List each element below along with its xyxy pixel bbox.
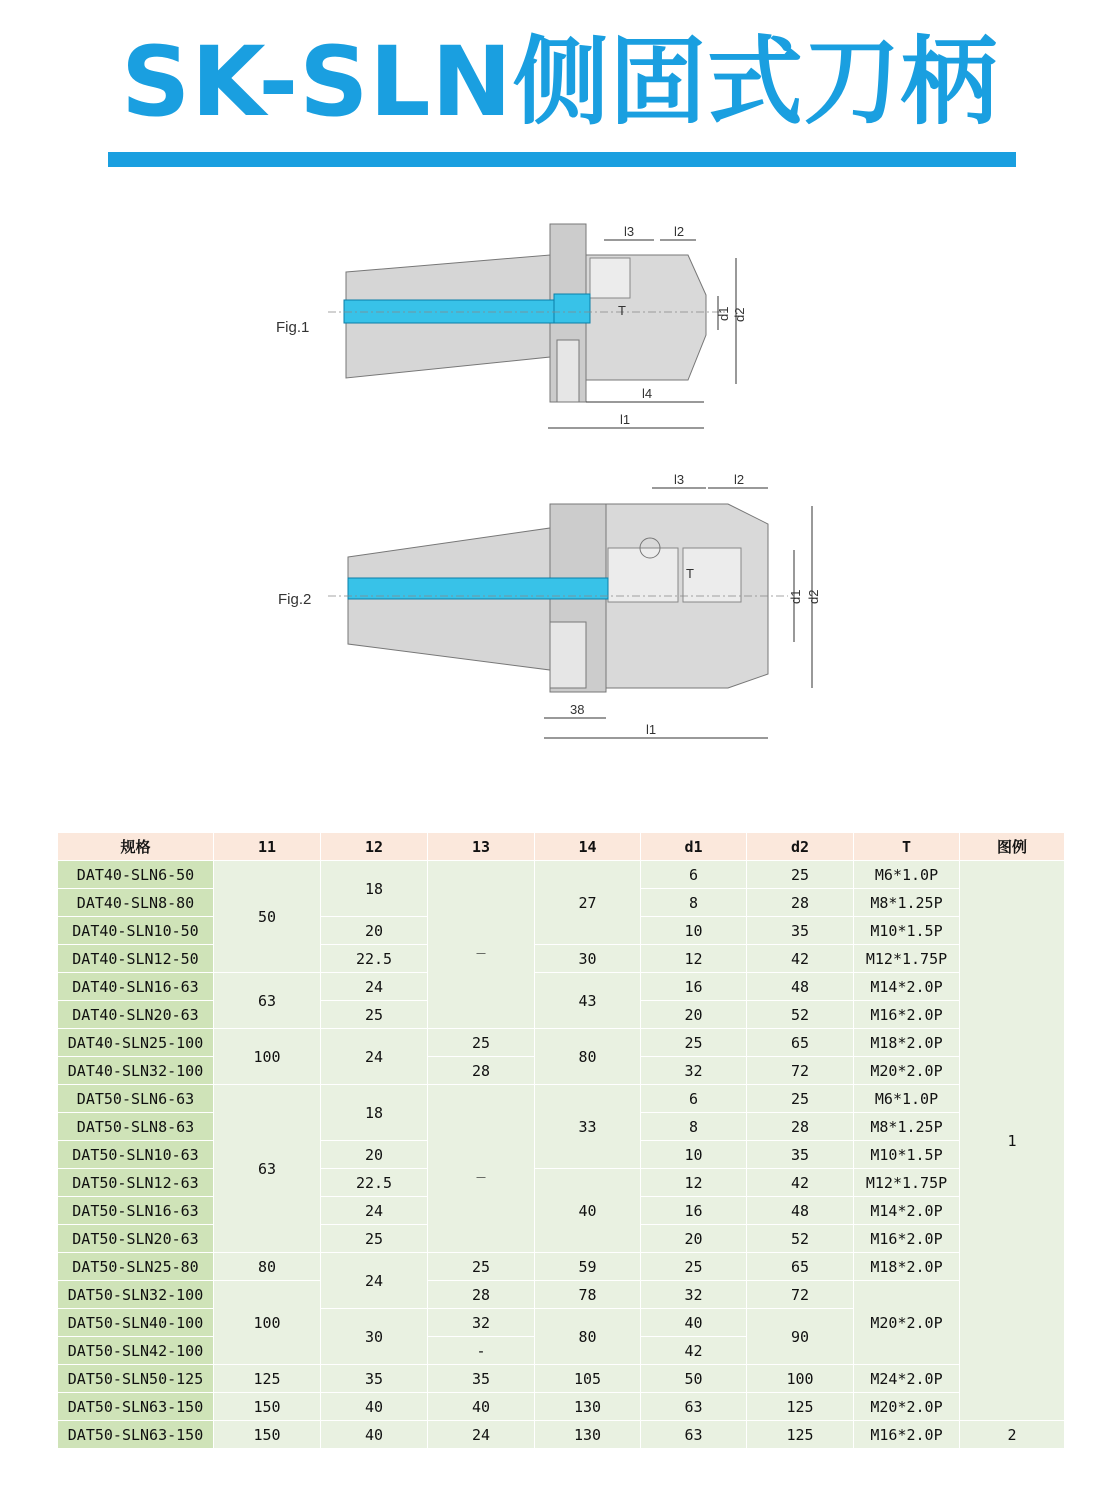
header-l2: 12	[321, 833, 428, 861]
l4-cell: 59	[535, 1253, 641, 1281]
figure-cell: 1	[960, 861, 1065, 1421]
l4-cell: 43	[535, 973, 641, 1029]
fig1-drive-slot	[557, 340, 579, 402]
l4-cell: 80	[535, 1309, 641, 1365]
d1-cell: 63	[641, 1421, 747, 1449]
model-cell: DAT50-SLN20-63	[58, 1225, 214, 1253]
d1-cell: 16	[641, 973, 747, 1001]
thread-cell: M10*1.5P	[854, 917, 960, 945]
l4-cell: 80	[535, 1029, 641, 1085]
d2-cell: 52	[747, 1225, 854, 1253]
fig1-dim-l1: l1	[620, 412, 631, 427]
l2-cell: 30	[321, 1309, 428, 1365]
l2-cell: 25	[321, 1001, 428, 1029]
fig1-dim-l3: l3	[624, 224, 635, 239]
figure-cell: 2	[960, 1421, 1065, 1449]
l4-cell: 27	[535, 861, 641, 945]
thread-cell: M20*2.0P	[854, 1281, 960, 1365]
model-cell: DAT50-SLN10-63	[58, 1141, 214, 1169]
l2-cell: 20	[321, 917, 428, 945]
d2-cell: 100	[747, 1365, 854, 1393]
d2-cell: 90	[747, 1309, 854, 1365]
table-header-row	[58, 833, 1065, 861]
l4-cell: 30	[535, 945, 641, 973]
fig1-screw-hole	[590, 258, 630, 298]
header-d2: d2	[747, 833, 854, 861]
thread-cell: M24*2.0P	[854, 1365, 960, 1393]
d1-cell: 10	[641, 1141, 747, 1169]
d2-cell: 35	[747, 1141, 854, 1169]
table-row	[58, 1029, 1065, 1057]
thread-cell: M16*2.0P	[854, 1421, 960, 1449]
l1-cell: 63	[214, 973, 321, 1029]
spec-table	[57, 832, 1065, 1449]
l4-cell: 130	[535, 1393, 641, 1421]
d1-cell: 20	[641, 1001, 747, 1029]
model-cell: DAT40-SLN8-80	[58, 889, 214, 917]
table-row	[58, 1365, 1065, 1393]
thread-cell: M18*2.0P	[854, 1029, 960, 1057]
thread-cell: M16*2.0P	[854, 1225, 960, 1253]
fig1-dim-l2: l2	[674, 224, 685, 239]
l3-cell: 25	[428, 1029, 535, 1057]
l3-cell: 35	[428, 1365, 535, 1393]
l1-cell: 150	[214, 1421, 321, 1449]
l1-cell: 100	[214, 1281, 321, 1365]
l3-cell: 24	[428, 1421, 535, 1449]
d2-cell: 25	[747, 1085, 854, 1113]
header-l1: 11	[214, 833, 321, 861]
d1-cell: 20	[641, 1225, 747, 1253]
fig1-label: Fig.1	[276, 319, 310, 336]
l3-cell: _	[428, 861, 535, 1029]
d2-cell: 28	[747, 889, 854, 917]
fig2-dim-l2: l2	[734, 472, 745, 487]
d2-cell: 52	[747, 1001, 854, 1029]
d1-cell: 10	[641, 917, 747, 945]
fig2-drive-slot	[550, 622, 586, 688]
d1-cell: 12	[641, 945, 747, 973]
l3-cell: -	[428, 1337, 535, 1365]
thread-cell: M14*2.0P	[854, 973, 960, 1001]
l2-cell: 40	[321, 1393, 428, 1421]
table-row	[58, 1393, 1065, 1421]
header-spec: 规格	[58, 833, 214, 861]
l1-cell: 125	[214, 1365, 321, 1393]
thread-cell: M18*2.0P	[854, 1253, 960, 1281]
table-row	[58, 1253, 1065, 1281]
l1-cell: 80	[214, 1253, 321, 1281]
thread-cell: M12*1.75P	[854, 945, 960, 973]
d2-cell: 125	[747, 1421, 854, 1449]
l2-cell: 40	[321, 1421, 428, 1449]
d1-cell: 42	[641, 1337, 747, 1365]
d2-cell: 42	[747, 945, 854, 973]
fig2-dim-38: 38	[570, 702, 585, 717]
l2-cell: 22.5	[321, 1169, 428, 1197]
fig2-screw-hole-1	[608, 548, 678, 602]
thread-cell: M6*1.0P	[854, 1085, 960, 1113]
fig2-dim-d2: d2	[806, 589, 821, 604]
l4-cell: 40	[535, 1169, 641, 1253]
page-title: SK-SLN侧固式刀柄	[121, 26, 998, 138]
model-cell: DAT50-SLN6-63	[58, 1085, 214, 1113]
model-cell: DAT50-SLN50-125	[58, 1365, 214, 1393]
header-T: T	[854, 833, 960, 861]
l2-cell: 24	[321, 973, 428, 1001]
fig1-dim-T: T	[618, 303, 626, 318]
thread-cell: M14*2.0P	[854, 1197, 960, 1225]
fig1-dim-d2: d2	[732, 307, 747, 322]
l3-cell: 25	[428, 1253, 535, 1281]
l1-cell: 150	[214, 1393, 321, 1421]
l2-cell: 25	[321, 1225, 428, 1253]
model-cell: DAT40-SLN32-100	[58, 1057, 214, 1085]
fig2-label: Fig.2	[278, 591, 312, 608]
d2-cell: 28	[747, 1113, 854, 1141]
header-l3: 13	[428, 833, 535, 861]
l4-cell: 130	[535, 1421, 641, 1449]
header-d1: d1	[641, 833, 747, 861]
d1-cell: 50	[641, 1365, 747, 1393]
model-cell: DAT40-SLN6-50	[58, 861, 214, 889]
fig2-dim-T: T	[686, 566, 694, 581]
table-row	[58, 973, 1065, 1001]
l1-cell: 100	[214, 1029, 321, 1085]
d1-cell: 32	[641, 1281, 747, 1309]
header-l4: 14	[535, 833, 641, 861]
thread-cell: M10*1.5P	[854, 1141, 960, 1169]
d1-cell: 6	[641, 1085, 747, 1113]
model-cell: DAT40-SLN16-63	[58, 973, 214, 1001]
d1-cell: 32	[641, 1057, 747, 1085]
d2-cell: 48	[747, 1197, 854, 1225]
model-cell: DAT40-SLN25-100	[58, 1029, 214, 1057]
fig1-coolant-bore	[344, 300, 554, 323]
fig1-dim-d1: d1	[716, 306, 731, 321]
d2-cell: 35	[747, 917, 854, 945]
model-cell: DAT50-SLN25-80	[58, 1253, 214, 1281]
model-cell: DAT50-SLN16-63	[58, 1197, 214, 1225]
model-cell: DAT40-SLN20-63	[58, 1001, 214, 1029]
table-row	[58, 1085, 1065, 1113]
d1-cell: 63	[641, 1393, 747, 1421]
thread-cell: M16*2.0P	[854, 1001, 960, 1029]
d2-cell: 125	[747, 1393, 854, 1421]
d1-cell: 40	[641, 1309, 747, 1337]
fig1-coolant-bore-end	[554, 294, 590, 323]
l4-cell: 78	[535, 1281, 641, 1309]
d1-cell: 12	[641, 1169, 747, 1197]
l2-cell: 24	[321, 1197, 428, 1225]
fig2-dim-l3: l3	[674, 472, 685, 487]
l3-cell: 28	[428, 1057, 535, 1085]
d2-cell: 65	[747, 1253, 854, 1281]
thread-cell: M12*1.75P	[854, 1169, 960, 1197]
model-cell: DAT50-SLN40-100	[58, 1309, 214, 1337]
d1-cell: 8	[641, 1113, 747, 1141]
d2-cell: 65	[747, 1029, 854, 1057]
d1-cell: 16	[641, 1197, 747, 1225]
table-row	[58, 945, 1065, 973]
thread-cell: M6*1.0P	[854, 861, 960, 889]
fig1-dim-l4: l4	[642, 386, 653, 401]
l3-cell: 28	[428, 1281, 535, 1309]
l2-cell: 18	[321, 861, 428, 917]
l3-cell: _	[428, 1085, 535, 1253]
d2-cell: 48	[747, 973, 854, 1001]
l1-cell: 50	[214, 861, 321, 973]
fig2-dim-l1: l1	[646, 722, 657, 737]
d2-cell: 72	[747, 1281, 854, 1309]
model-cell: DAT50-SLN63-150	[58, 1421, 214, 1449]
l4-cell: 105	[535, 1365, 641, 1393]
title-underline	[108, 152, 1016, 167]
l3-cell: 40	[428, 1393, 535, 1421]
l2-cell: 20	[321, 1141, 428, 1169]
model-cell: DAT50-SLN42-100	[58, 1337, 214, 1365]
l4-cell: 33	[535, 1085, 641, 1169]
model-cell: DAT50-SLN63-150	[58, 1393, 214, 1421]
d1-cell: 25	[641, 1029, 747, 1057]
model-cell: DAT40-SLN10-50	[58, 917, 214, 945]
l2-cell: 24	[321, 1253, 428, 1309]
header-figure: 图例	[960, 833, 1065, 861]
d1-cell: 8	[641, 889, 747, 917]
fig2-dim-d1: d1	[788, 589, 803, 604]
figure-1-diagram	[268, 210, 768, 440]
table-row	[58, 1421, 1065, 1449]
model-cell: DAT50-SLN8-63	[58, 1113, 214, 1141]
table-row	[58, 861, 1065, 889]
thread-cell: M8*1.25P	[854, 1113, 960, 1141]
model-cell: DAT50-SLN12-63	[58, 1169, 214, 1197]
d1-cell: 25	[641, 1253, 747, 1281]
d2-cell: 42	[747, 1169, 854, 1197]
l2-cell: 35	[321, 1365, 428, 1393]
d1-cell: 6	[641, 861, 747, 889]
d2-cell: 72	[747, 1057, 854, 1085]
table-row	[58, 1169, 1065, 1197]
table-row	[58, 1281, 1065, 1309]
thread-cell: M20*2.0P	[854, 1057, 960, 1085]
l2-cell: 18	[321, 1085, 428, 1141]
l2-cell: 24	[321, 1029, 428, 1085]
thread-cell: M8*1.25P	[854, 889, 960, 917]
l1-cell: 63	[214, 1085, 321, 1253]
d2-cell: 25	[747, 861, 854, 889]
model-cell: DAT40-SLN12-50	[58, 945, 214, 973]
figure-2-diagram	[268, 462, 828, 752]
thread-cell: M20*2.0P	[854, 1393, 960, 1421]
l3-cell: 32	[428, 1309, 535, 1337]
l2-cell: 22.5	[321, 945, 428, 973]
model-cell: DAT50-SLN32-100	[58, 1281, 214, 1309]
